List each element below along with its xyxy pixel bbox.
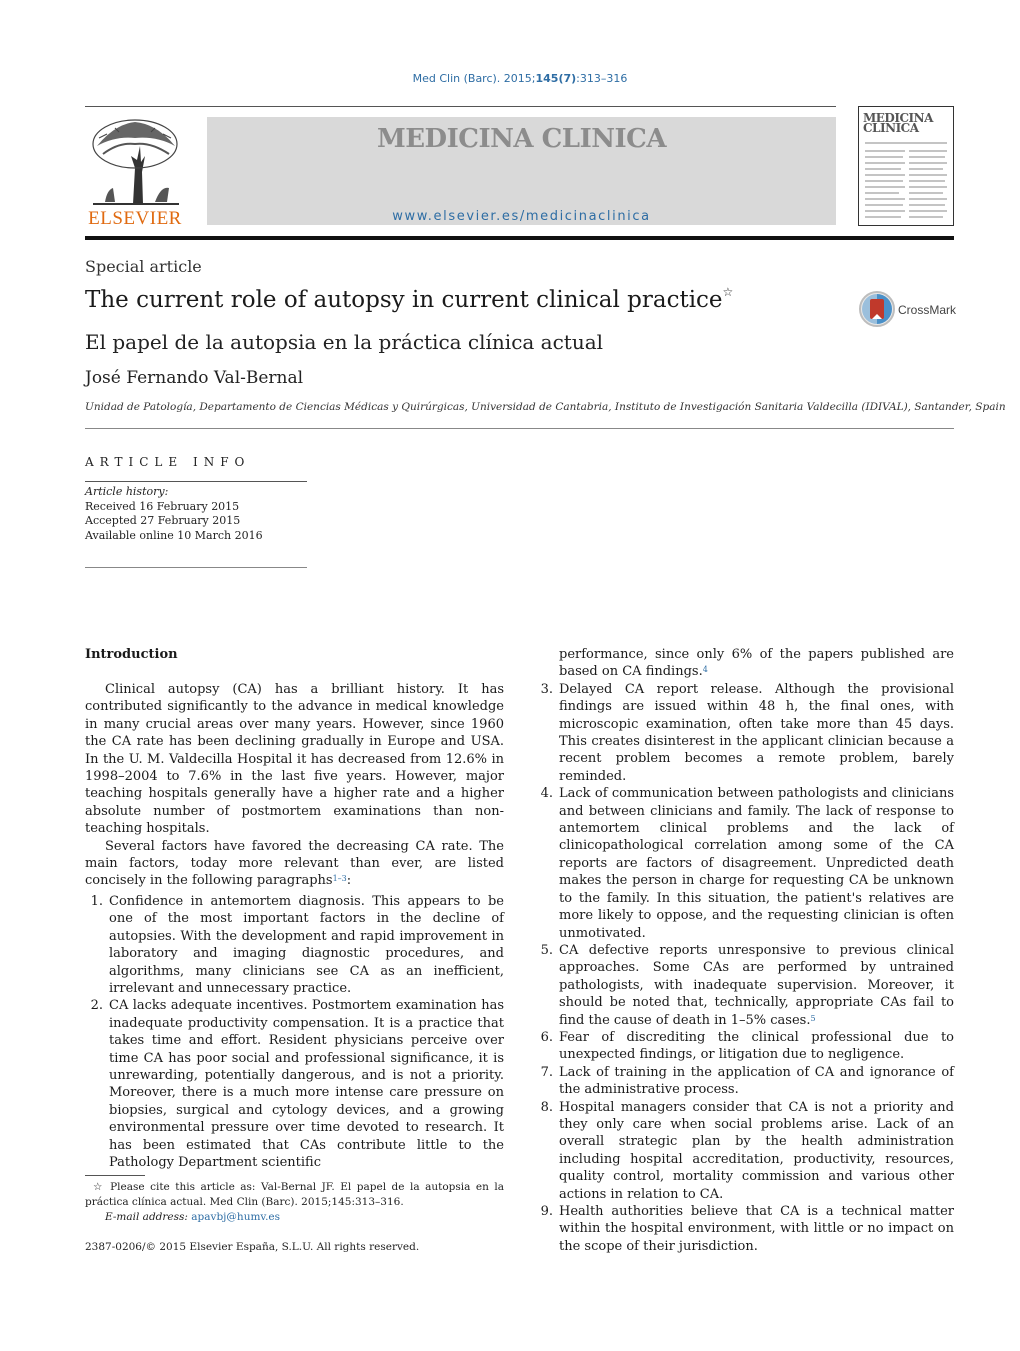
factors-list-right [535, 646, 954, 1255]
crossmark-label: CrossMark [898, 303, 957, 317]
list-item-number: 7. [540, 1064, 553, 1080]
list-item [535, 1099, 954, 1203]
citation-pages: :313–316 [576, 72, 628, 85]
title-footnote-mark[interactable]: ☆ [722, 285, 734, 299]
factors-list-left [85, 893, 504, 1172]
history-label: Article history: [85, 485, 169, 498]
journal-url-link[interactable]: www.elsevier.es/medicinaclinica [392, 209, 651, 224]
article-type: Special article [85, 257, 202, 276]
intro-paragraph-2 [85, 838, 504, 890]
affiliation-divider [85, 428, 954, 429]
cover-title: MEDICINA CLINICA [863, 111, 933, 135]
list-item-continuation [535, 646, 954, 681]
list-item [535, 681, 954, 785]
list-item [535, 1029, 954, 1064]
elsevier-logo [85, 116, 185, 228]
journal-cover-thumbnail[interactable] [858, 106, 954, 226]
available-online-date: Available online 10 March 2016 [85, 528, 263, 542]
list-item-number: 9. [540, 1204, 553, 1219]
list-item-text: CA defective reports unresponsive to previous clinical approaches. Some CAs are performed by untrained pathologists, with inadequate supervision. Moreover, it should be noted that, technically, appropriate CAs fail to find the cause of death in 1–5% cases. [559, 942, 954, 1028]
email-label: E-mail address: [105, 1211, 188, 1223]
intro-paragraph-1: Clinical autopsy (CA) has a brilliant history. It has contributed significantly to the advance in medical knowledge in many crucial areas over many years. However, since 1960 the CA rate has been declining gradually in Europe and USA. In the U. M. Valdecilla Hospital it has decreased from 12.6% in 1998–2004 to 7.6% in the last five years. However, major teaching hospitals generally have a higher rate and a higher absolute number of postmortem examinations than non-teaching hospitals. [85, 682, 504, 837]
journal-citation[interactable] [0, 72, 1020, 85]
list-item-text: Delayed CA report release. Although the provisional findings are issued within 48 h, the final ones, with microscopic examination, often take more than 45 days. This creates disinterest in the applicant clinician because a recent problem becomes a remote problem, barely reminded. [559, 681, 954, 784]
article-title [85, 287, 733, 313]
list-item-number: 8. [540, 1099, 553, 1115]
list-item-number: 2. [90, 998, 103, 1014]
list-item-number: 3. [540, 681, 553, 697]
accepted-date: Accepted 27 February 2015 [85, 514, 241, 527]
list-item [535, 942, 954, 1029]
author-name[interactable]: José Fernando Val-Bernal [85, 368, 304, 388]
elsevier-tree-icon [85, 116, 185, 208]
cover-page-lines-icon [859, 107, 953, 225]
citation-journal: Med Clin (Barc). 2015; [412, 72, 536, 85]
copyright-notice: 2387-0206/© 2015 Elsevier España, S.L.U. All rights reserved. [85, 1241, 420, 1253]
list-item-text: Lack of training in the application of CA and ignorance of the administrative process. [559, 1064, 954, 1098]
article-title-text: The current role of autopsy in current clinical practice [85, 287, 723, 313]
article-info-divider-top [85, 481, 307, 482]
article-info-divider-bottom [85, 567, 307, 568]
list-item-text: CA lacks adequate incentives. Postmortem examination has inadequate productivity compensation. It is a practice that takes time and effort. Resident physicians perceive over time CA has poor social and professional significance, it is unrewarding, potentially dangerous, and is not a priority. Moreover, there is a much more intense care pressure on biopsies, surgical and cytology devices, and a growing environmental pressure over time devoted to research. It has been estimated that CAs contribute little to the Pathology Department scientific [109, 998, 504, 1171]
list-item [535, 785, 954, 942]
header-divider-bottom [85, 236, 954, 240]
reference-link[interactable]: 1–3 [332, 874, 347, 884]
reference-link[interactable]: 4 [702, 665, 708, 675]
introduction-heading: Introduction [85, 647, 178, 662]
crossmark-icon [858, 290, 896, 328]
header-divider-top [85, 106, 836, 107]
crossmark-badge[interactable] [858, 290, 958, 330]
email-link[interactable]: apavbj@humv.es [191, 1211, 281, 1223]
footnote-email [85, 1210, 504, 1225]
list-item [85, 893, 504, 997]
list-item-number: 4. [540, 786, 553, 802]
footnote-cite-text: Please cite this article as: Val-Bernal JF. El papel de la autopsia en la práctica clínica actual. Med Clin (Barc). 2015;145:313–316. [85, 1181, 504, 1208]
elsevier-wordmark: ELSEVIER [88, 208, 182, 229]
list-item-text: Health authorities believe that CA is a technical matter within the hospital environment, with little or no impact on the scope of their jurisdiction. [559, 1204, 954, 1254]
intro-paragraph-2-end: : [346, 873, 352, 889]
journal-banner [207, 117, 836, 225]
author-affiliation: Unidad de Patología, Departamento de Ciencias Médicas y Quirúrgicas, Universidad de Cantabria, Instituto de Investigación Sanitaria Valdecilla (IDIVAL), Santander, Spain [85, 401, 1006, 413]
received-date: Received 16 February 2015 [85, 499, 240, 513]
footnote-divider [85, 1175, 145, 1176]
footnote-citation [85, 1180, 504, 1210]
list-item-text: Fear of discrediting the clinical professional due to unexpected findings, or litigation due to negligence. [559, 1029, 954, 1063]
article-history [85, 485, 263, 543]
footnote-mark: ☆ [93, 1181, 105, 1193]
list-item-text: Confidence in antemortem diagnosis. This appears to be one of the most important factors in the decline of autopsies. With the development and rapid improvement in laboratory and imaging diagnostic procedures, and algorithms, many clinicians see CA as an inefficient, irrelevant and unnecessary practice. [109, 894, 504, 997]
footnote [85, 1180, 504, 1225]
list-item-number: 5. [540, 942, 553, 958]
introduction-body [85, 681, 504, 890]
list-item-text: Lack of communication between pathologists and clinicians and between clinicians and family. The lack of response to antemortem clinical problems and the lack of clinicopathological correlation among some of the CA reports are factors of disagreement. Unpredicted death makes the person in charge for requesting CA be unknown to the family. In this situation, the patient's relatives are more likely to oppose, and the requesting clinician is often unmotivated. [559, 786, 954, 941]
list-item-number: 6. [540, 1029, 553, 1045]
citation-volume-issue: 145(7) [535, 72, 577, 85]
list-item-number: 1. [90, 894, 103, 909]
list-item-text: Hospital managers consider that CA is not a priority and they only care when social problems arise. Lack of an overall strategic plan by the health administration including hospital accreditation, productivity, resources, quality control, mortality commission and various other actions in relation to CA. [559, 1099, 954, 1202]
reference-link[interactable]: 5 [810, 1013, 816, 1023]
article-subtitle: El papel de la autopsia en la práctica clínica actual [85, 330, 604, 354]
list-item [535, 1064, 954, 1099]
list-item [85, 997, 504, 1171]
list-item-continuation-text: performance, since only 6% of the papers published are based on CA findings. [559, 647, 954, 680]
article-info-heading: ARTICLE INFO [85, 455, 251, 469]
intro-paragraph-2-text: Several factors have favored the decreasing CA rate. The main factors, today more relevant than ever, are listed concisely in the following paragraphs [85, 838, 504, 889]
list-item [535, 1203, 954, 1255]
journal-title: MEDICINA CLINICA [376, 124, 667, 154]
